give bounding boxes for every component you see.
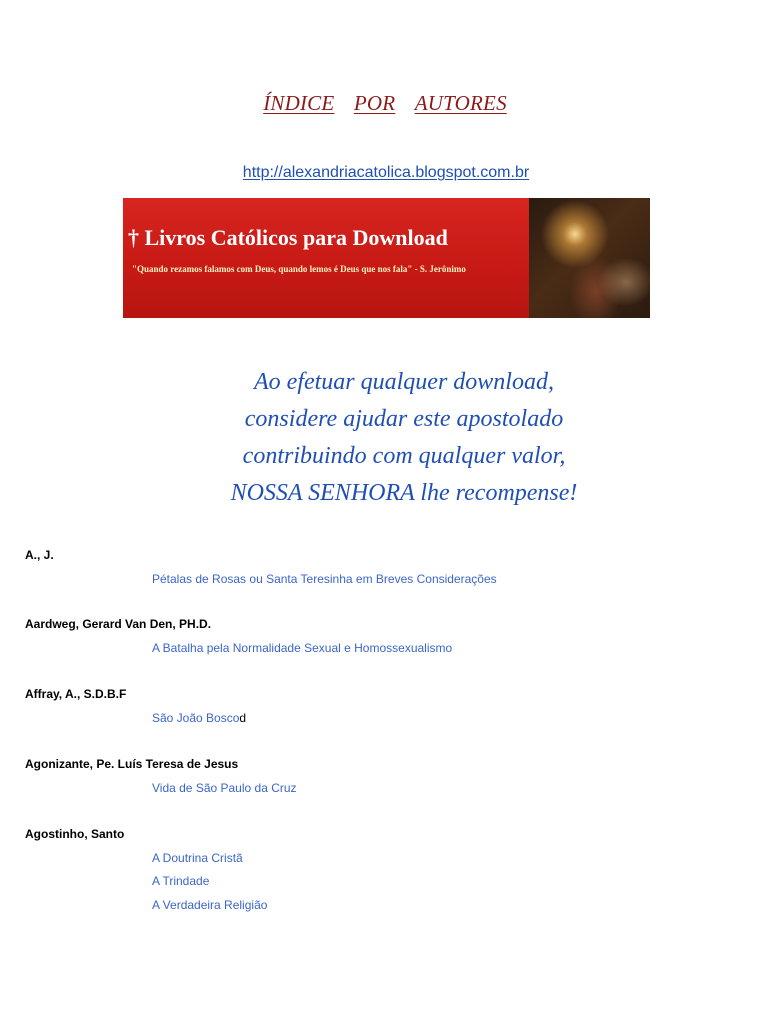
book-link[interactable]: São João Bosco (152, 711, 240, 725)
donation-appeal (0, 364, 768, 512)
appeal-line: Ao efetuar qualquer download, (254, 369, 554, 395)
appeal-line: contribuindo com qualquer valor, (242, 443, 566, 469)
blog-url-link[interactable]: http://alexandriacatolica.blogspot.com.br (242, 164, 530, 181)
book-link[interactable]: Vida de São Paulo da Cruz (152, 781, 297, 795)
book-link[interactable]: A Trindade (152, 874, 210, 888)
appeal-line: NOSSA SENHORA lhe recompense! (230, 480, 578, 506)
book-link[interactable]: A Verdadeira Religião (152, 898, 268, 912)
author-name: A., J. (25, 548, 54, 562)
book-link[interactable]: A Doutrina Cristã (152, 851, 243, 865)
title-word: ÍNDICE (263, 91, 335, 115)
banner-title: † Livros Católicos para Download (128, 225, 448, 250)
banner-quote: "Quando rezamos falamos com Deus, quando lemos é Deus que nos fala" - S. Jerônimo (132, 264, 466, 274)
author-name: Agonizante, Pe. Luís Teresa de Jesus (25, 757, 239, 771)
page-title (0, 91, 768, 116)
book-link[interactable]: Pétalas de Rosas ou Santa Teresinha em Breves Considerações (152, 572, 497, 586)
title-word: AUTORES (414, 91, 507, 115)
banner[interactable] (123, 198, 650, 318)
author-name: Aardweg, Gerard Van Den, PH.D. (25, 617, 212, 631)
appeal-line: considere ajudar este apostolado (244, 406, 564, 432)
book-link[interactable]: A Batalha pela Normalidade Sexual e Homossexualismo (152, 641, 453, 655)
book-entry (152, 711, 246, 725)
book-tail-text: d (239, 711, 247, 725)
title-word: POR (353, 91, 396, 115)
author-name: Affray, A., S.D.B.F (25, 687, 127, 701)
banner-photo (529, 198, 650, 318)
author-name: Agostinho, Santo (25, 827, 125, 841)
